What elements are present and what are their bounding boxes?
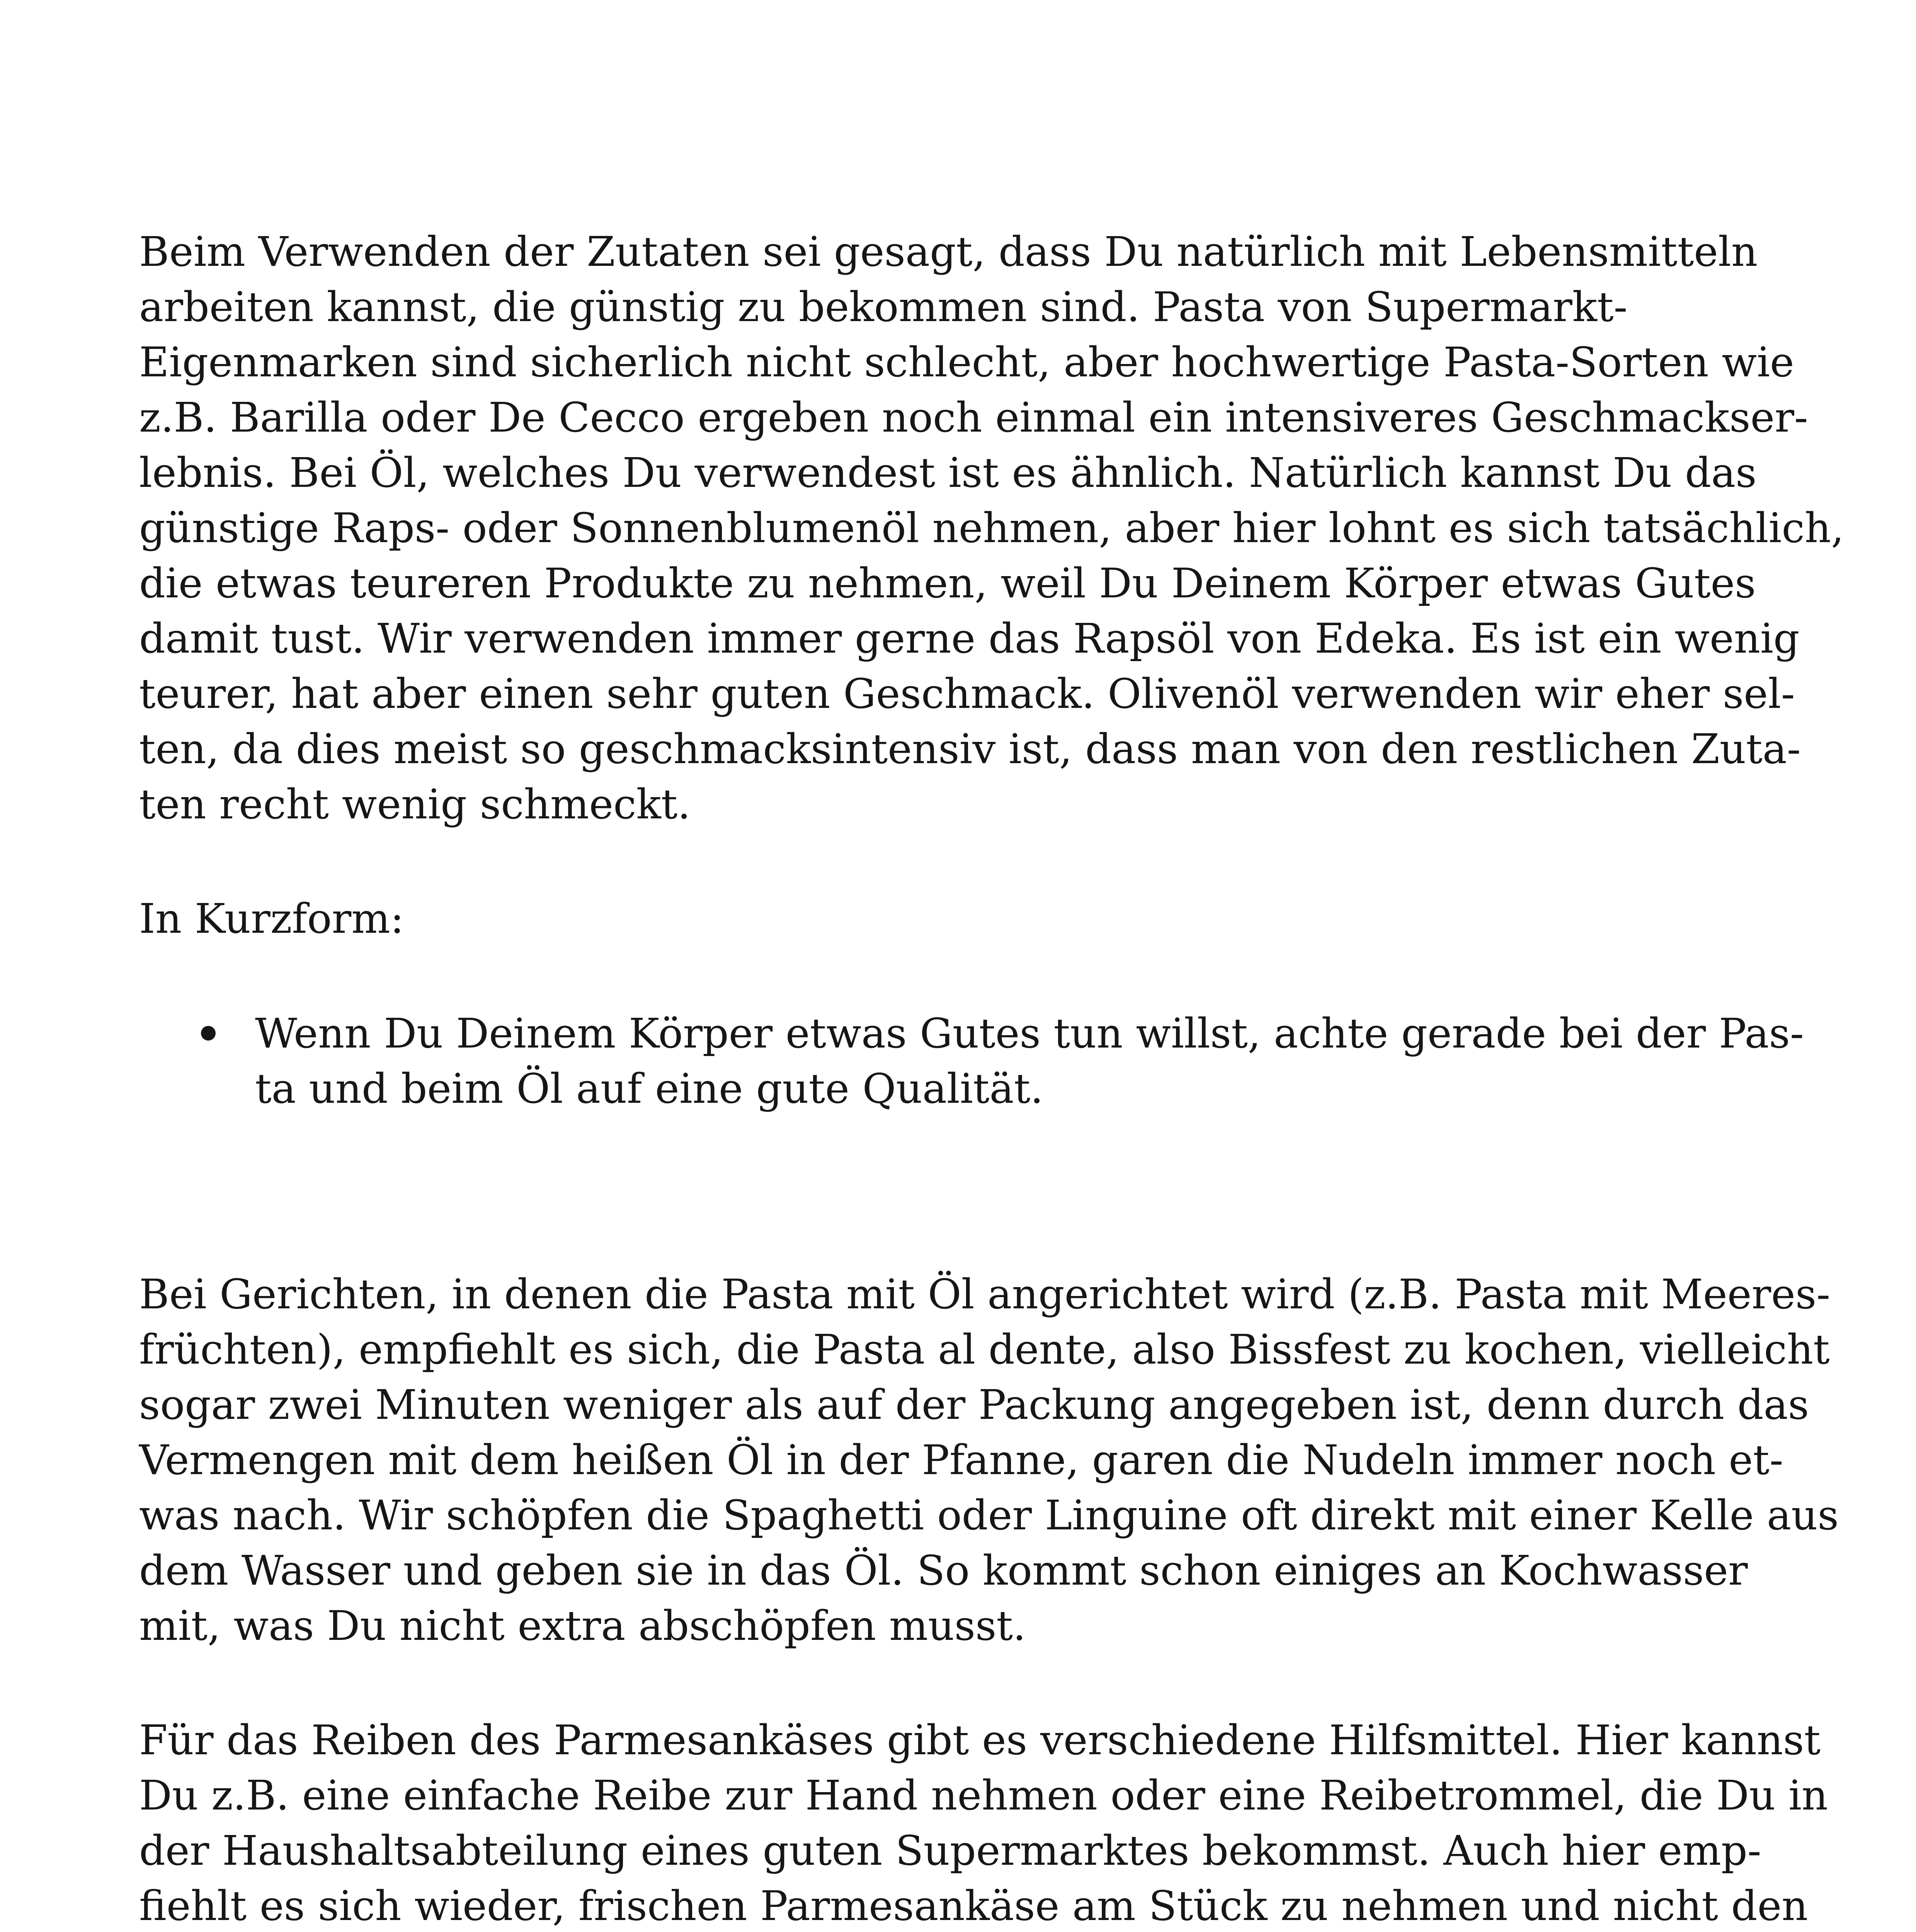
text-line: sogar zwei Minuten weniger als auf der Packung angegeben ist, denn durch das <box>139 1381 1809 1429</box>
paragraph-al-dente <box>139 1267 1839 1653</box>
spacer <box>139 946 1785 1006</box>
text-line: was nach. Wir schöpfen die Spaghetti oder Linguine oft direkt mit einer Kelle aus <box>139 1492 1839 1539</box>
text-line: Für das Reiben des Parmesankäses gibt es verschiedene Hilfsmittel. Hier kannst <box>139 1716 1821 1764</box>
text-line: mit, was Du nicht extra abschöpfen musst. <box>139 1602 1026 1650</box>
text-line: die etwas teureren Produkte zu nehmen, weil Du Deinem Körper etwas Gutes <box>139 560 1756 607</box>
list-item <box>139 1006 1804 1116</box>
bullet-icon <box>201 1026 216 1041</box>
paragraph-ingredients <box>139 224 1844 832</box>
text-line: teurer, hat aber einen sehr guten Geschmack. Olivenöl verwenden wir eher sel- <box>139 670 1795 718</box>
text-line: damit tust. Wir verwenden immer gerne das Rapsöl von Edeka. Es ist ein wenig <box>139 615 1800 662</box>
paragraph-parmesan <box>139 1713 1828 1932</box>
text-line: arbeiten kannst, die günstig zu bekommen sind. Pasta von Supermarkt- <box>139 283 1628 331</box>
list-item-text: Wenn Du Deinem Körper etwas Gutes tun willst, achte gerade bei der Pas- <box>255 1010 1804 1057</box>
summary-list-quality <box>139 1006 1804 1116</box>
spacer <box>139 1653 1785 1713</box>
text-line: ten, da dies meist so geschmacksintensiv ist, dass man von den restlichen Zuta- <box>139 725 1801 773</box>
text-line: Du z.B. eine einfache Reibe zur Hand nehmen oder eine Reibetrommel, die Du in <box>139 1772 1828 1819</box>
list-item-text: ta und beim Öl auf eine gute Qualität. <box>255 1065 1043 1112</box>
text-line: günstige Raps- oder Sonnenblumenöl nehmen, aber hier lohnt es sich tatsächlich, <box>139 504 1844 552</box>
text-line: Vermengen mit dem heißen Öl in der Pfanne, garen die Nudeln immer noch et- <box>139 1436 1783 1484</box>
text-line: Eigenmarken sind sicherlich nicht schlecht, aber hochwertige Pasta-Sorten wie <box>139 338 1794 386</box>
text-line: früchten), empfiehlt es sich, die Pasta al dente, also Bissfest zu kochen, vielleicht <box>139 1326 1830 1373</box>
text-line: dem Wasser und geben sie in das Öl. So kommt schon einiges an Kochwasser <box>139 1547 1748 1594</box>
document-page <box>139 224 1844 1932</box>
text-line: fiehlt es sich wieder, frischen Parmesankäse am Stück zu nehmen und nicht den <box>139 1882 1808 1930</box>
kurzform-heading: In Kurzform: <box>139 895 404 942</box>
text-line: ten recht wenig schmeckt. <box>139 781 691 828</box>
spacer <box>139 1116 1785 1267</box>
spacer <box>139 832 1785 891</box>
text-line: Bei Gerichten, in denen die Pasta mit Öl angerichtet wird (z.B. Pasta mit Meeres- <box>139 1270 1831 1318</box>
text-line: der Haushaltsabteilung eines guten Supermarktes bekommst. Auch hier emp- <box>139 1827 1761 1874</box>
text-line: lebnis. Bei Öl, welches Du verwendest ist es ähnlich. Natürlich kannst Du das <box>139 449 1757 497</box>
text-line: Beim Verwenden der Zutaten sei gesagt, dass Du natürlich mit Lebensmitteln <box>139 228 1758 276</box>
text-line: z.B. Barilla oder De Cecco ergeben noch einmal ein intensiveres Geschmackser- <box>139 394 1808 441</box>
